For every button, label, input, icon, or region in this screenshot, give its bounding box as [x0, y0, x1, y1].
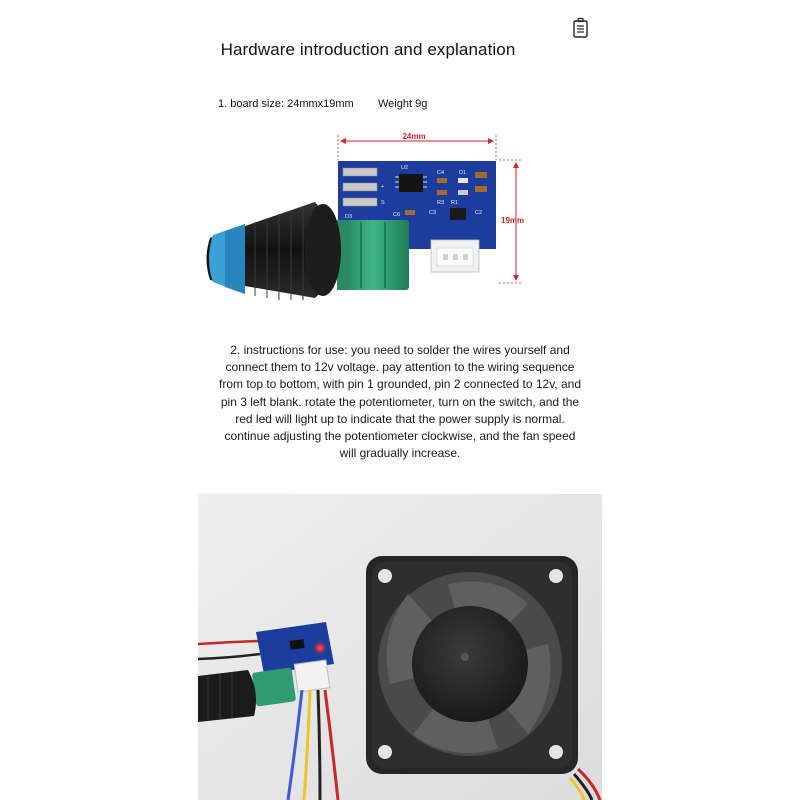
height-label: 19mm: [501, 216, 525, 225]
c2-label: C2: [475, 210, 483, 216]
r1-label: R1: [451, 200, 459, 206]
fan-connection-photo: [198, 494, 602, 800]
u2-label: U2: [401, 165, 409, 171]
weight-spec: Weight 9g: [378, 98, 428, 110]
page-title: Hardware introduction and explanation: [220, 40, 516, 59]
board-dimension-diagram: [205, 130, 535, 310]
r3-label: R3: [437, 200, 445, 206]
c6-label: C6: [393, 212, 401, 218]
usage-instructions: 2. instructions for use: you need to solder the wires yourself and connect them to 12v voltage. pay attention to the wiring sequence from top to bottom, with pin 1 grounded, pin 2 connected to 12v, and pin 3 left blank. rotate the potentiometer, turn on the switch, and the red led will light up to indicate that the power supply is normal. continue adjusting the potentiometer clockwise, and the fan speed will gradually increase.: [218, 343, 581, 461]
d3-label: D3: [345, 214, 353, 220]
c3-label: C3: [429, 210, 437, 216]
pin-s-label: S: [381, 200, 385, 206]
width-label: 24mm: [402, 132, 426, 141]
knob: [207, 202, 342, 300]
potentiometer: [337, 220, 409, 290]
d1-label: D1: [459, 170, 467, 176]
document-icon[interactable]: [572, 17, 590, 39]
c4-label: C4: [437, 170, 445, 176]
pin-plus-label: +: [381, 184, 385, 190]
height-dimension: [499, 160, 524, 283]
cooling-fan: [366, 556, 578, 774]
board-size-spec: 1. board size: 24mmx19mm: [218, 98, 354, 110]
knob-photo: [198, 670, 256, 722]
width-dimension: [338, 132, 496, 160]
